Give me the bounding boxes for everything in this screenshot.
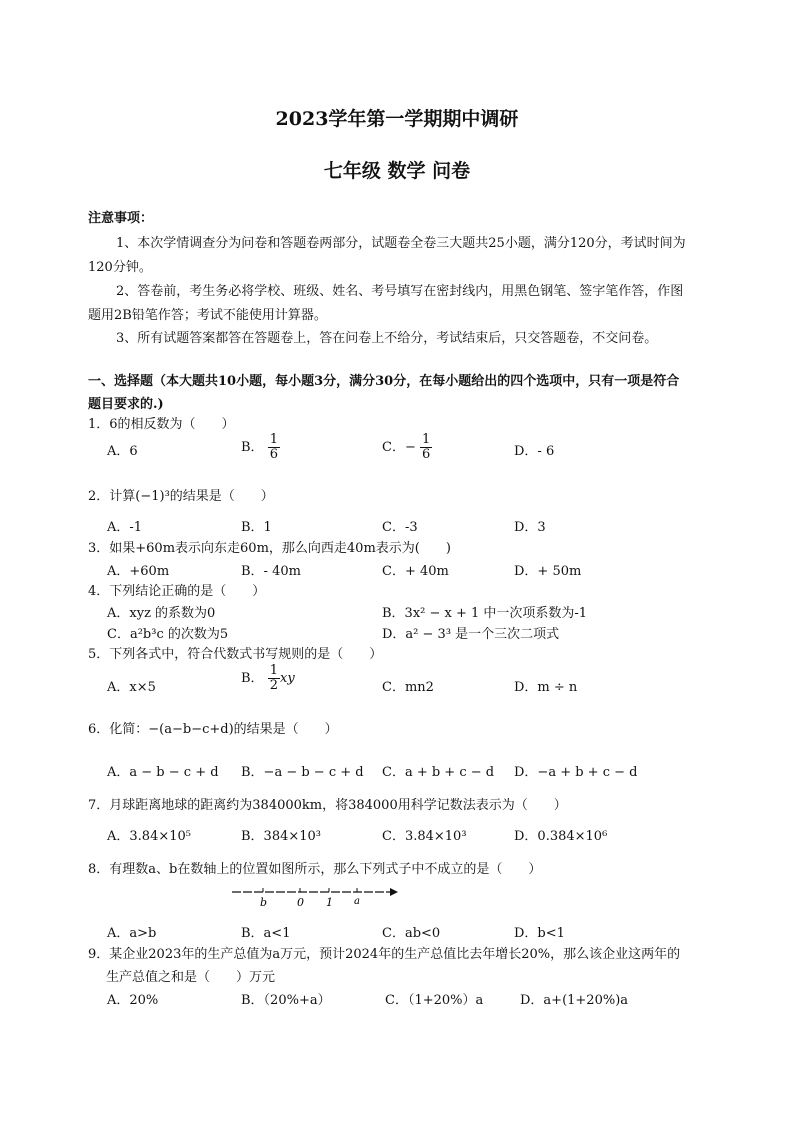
q1-option-c-label: C．−	[382, 440, 416, 455]
q8-option-c: C．ab<0	[382, 926, 441, 941]
q1-option-d: D．- 6	[514, 444, 555, 459]
q9-option-d: D．a+(1+20%)a	[520, 993, 629, 1008]
notice-heading: 注意事项：	[88, 211, 154, 226]
q4-option-b: B．3x² − x + 1 中一次项系数为-1	[382, 606, 588, 621]
label-b: b	[260, 896, 268, 909]
section-heading-cont: 题目要求的.)	[88, 397, 164, 412]
q5-option-b-fraction: $\frac{1}{2}$	[269, 663, 278, 693]
q2-option-a: A．-1	[107, 520, 143, 535]
q5-option-b	[241, 664, 295, 693]
question-8-stem: 8．有理数a、b在数轴上的位置如图所示，那么下列式子中不成立的是（ ）	[88, 862, 542, 877]
q7-option-a: A．3.84×10⁵	[107, 829, 191, 844]
q5-option-c: C．mn2	[382, 680, 434, 695]
label-0: 0	[297, 896, 304, 909]
q7-option-d: D．0.384×10⁶	[514, 829, 608, 844]
question-2-stem: 2．计算(−1)³的结果是（ ）	[88, 489, 274, 504]
q3-option-a: A．+60m	[107, 564, 170, 579]
q2-option-d: D．3	[514, 520, 546, 535]
question-9-stem: 9．某企业2023年的生产总值为a万元，预计2024年的生产总值比去年增长20%，那么该企业这两年的	[88, 947, 681, 962]
q1-option-c-fraction: $\frac{1}{6}$	[421, 432, 431, 462]
q4-option-c: C．a²b³c 的次数为5	[107, 627, 229, 642]
q6-option-d: D．−a + b + c − d	[514, 765, 638, 780]
q4-option-d: D．a² − 3³ 是一个三次二项式	[382, 627, 560, 642]
q7-option-b: B．384×10³	[241, 829, 322, 844]
notice-line: 3、所有试题答案都答在答题卷上，答在问卷上不给分，考试结束后，只交答题卷，不交问卷。	[116, 331, 658, 346]
question-1-stem: 1．6的相反数为（ ）	[88, 417, 235, 432]
q1-option-b-label: B．	[241, 440, 264, 455]
question-7-stem: 7．月球距离地球的距离约为384000km，将384000用科学记数法表示为（ ）	[88, 798, 567, 813]
q8-option-d: D．b<1	[514, 926, 565, 941]
q5-option-d: D．m ÷ n	[514, 680, 578, 695]
q2-option-c: C．-3	[382, 520, 418, 535]
notice-line: 2、答卷前，考生务必将学校、班级、姓名、考号填写在密封线内，用黑色钢笔、签字笔作答，作图	[116, 284, 684, 299]
section-heading: 一、选择题（本大题共10小题，每小题3分，满分30分，在每小题给出的四个选项中，只有一项是符合	[88, 374, 680, 389]
q6-option-b: B．−a − b − c + d	[241, 765, 364, 780]
notice-line: 1、本次学情调查分为问卷和答题卷两部分，试题卷全卷三大题共25小题，满分120分，考试时间为	[116, 236, 686, 251]
number-line-arrow	[390, 888, 398, 896]
page-title: 2023学年第一学期期中调研	[275, 108, 519, 130]
q9-option-b: B．（20%+a）	[241, 993, 331, 1008]
label-a: a	[354, 896, 360, 907]
question-9-stem-cont: 生产总值之和是（ ）万元	[106, 970, 276, 985]
q5-option-b-tail: xy	[279, 671, 295, 686]
number-line-figure	[230, 883, 400, 909]
q1-option-b-fraction: $\frac{1}{6}$	[269, 432, 278, 462]
question-4-stem: 4．下列结论正确的是（ ）	[88, 584, 266, 599]
label-1: 1	[326, 896, 333, 909]
question-3-stem: 3．如果+60m表示向东走60m，那么向西走40m表示为( )	[88, 541, 451, 556]
q6-option-c: C．a + b + c − d	[382, 765, 495, 780]
q6-option-a: A．a − b − c + d	[107, 765, 219, 780]
question-6-stem: 6．化简：−(a−b−c+d)的结果是（ ）	[88, 722, 338, 737]
notice-line: 120分钟。	[88, 260, 152, 275]
q9-option-c: C．（1+20%）a	[385, 993, 484, 1008]
q8-option-a: A．a>b	[107, 926, 157, 941]
q3-option-b: B．- 40m	[241, 564, 301, 579]
q3-option-c: C．+ 40m	[382, 564, 449, 579]
q5-option-a: A．x×5	[107, 680, 156, 695]
q2-option-b: B．1	[241, 520, 272, 535]
q1-option-b	[241, 433, 280, 462]
q5-option-b-label: B．	[241, 671, 264, 686]
q9-option-a: A．20%	[107, 993, 159, 1008]
q1-option-c	[382, 433, 432, 462]
notice-line: 题用2B铅笔作答；考试不能使用计算器。	[88, 308, 327, 323]
q7-option-c: C．3.84×10³	[382, 829, 467, 844]
q3-option-d: D．+ 50m	[514, 564, 582, 579]
question-5-stem: 5．下列各式中，符合代数式书写规则的是（ ）	[88, 647, 383, 662]
page-subtitle: 七年级 数学 问卷	[323, 160, 471, 182]
q1-option-a: A．6	[107, 444, 138, 459]
q8-option-b: B．a<1	[241, 926, 291, 941]
q4-option-a: A．xyz 的系数为0	[107, 606, 216, 621]
